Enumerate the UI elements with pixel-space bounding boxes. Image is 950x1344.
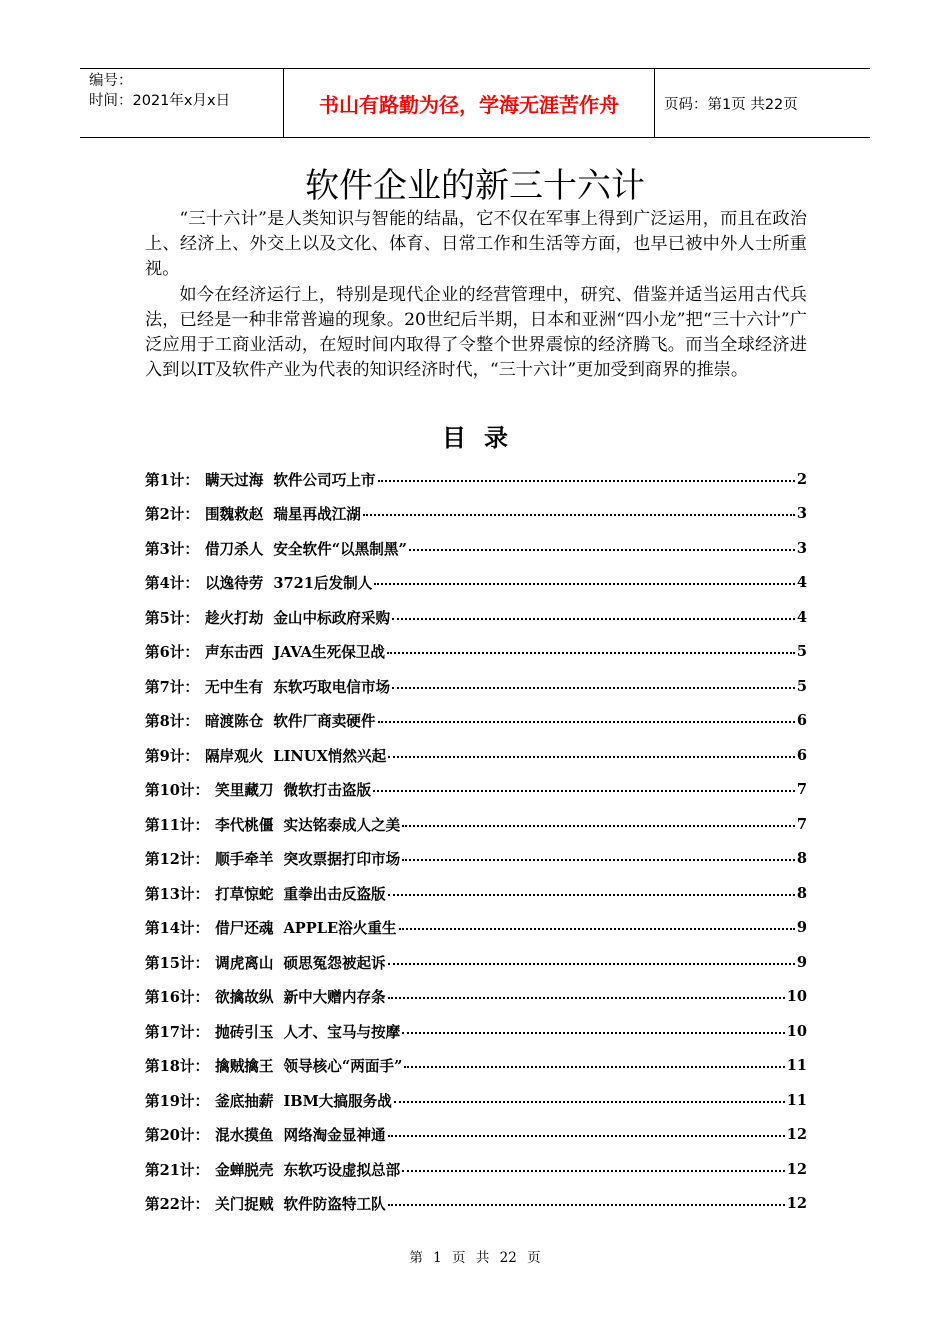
toc-entry[interactable] [145,773,807,808]
toc-entry-subtitle: JAVA生死保卫战 [273,644,385,662]
toc-entry-number: 第5计： [145,609,199,627]
toc-entry-page: 8 [796,884,807,902]
toc-leader-dots [392,686,795,689]
toc-entry-subtitle: 新中大赠内存条 [283,989,386,1007]
toc-entry-stratagem: 关门捉贼 [215,1196,274,1214]
toc-entry-subtitle: APPLE浴火重生 [283,920,397,938]
toc-entry[interactable] [145,1152,807,1187]
toc-entry-stratagem: 暗渡陈仓 [204,713,264,731]
toc-entry-page: 6 [796,746,807,764]
toc-entry-subtitle: 硕思冤怨被起诉 [283,954,386,972]
toc-entry-page: 9 [796,919,807,937]
toc-entry-subtitle: 软件厂商卖硬件 [273,713,376,731]
header-motto: 书山有路勤为径，学海无涯苦作舟 [283,69,655,137]
toc-entry-subtitle: 人才、宝马与按摩 [283,1023,401,1041]
document-title: 软件企业的新三十六计 [305,166,645,206]
toc-entry-page: 5 [796,643,807,661]
toc-entry[interactable] [145,1083,807,1118]
toc-entry-subtitle: 安全软件“以黑制黑” [273,540,407,558]
toc-entry[interactable] [145,1118,807,1153]
toc-leader-dots [388,996,785,999]
toc-entry[interactable] [145,1014,807,1049]
toc-entry-stratagem: 笑里藏刀 [215,782,274,800]
toc-entry-page: 3 [796,539,807,557]
toc-entry-subtitle: 微软打击盗版 [283,782,372,800]
toc-entry[interactable] [145,911,807,946]
toc-entry-number: 第22计： [145,1196,210,1214]
toc-entry-number: 第13计： [145,885,210,903]
toc-entry-page: 9 [796,953,807,971]
toc-entry-number: 第8计： [145,713,199,731]
toc-entry-number: 第11计： [145,816,210,834]
toc-entry-page: 5 [796,677,807,695]
toc-entry-subtitle: 网络淘金显神通 [283,1127,386,1145]
toc-entry-subtitle: 突攻票据打印市场 [283,851,401,869]
toc-entry-page: 12 [786,1195,807,1213]
toc-entry-subtitle: IBM大搞服务战 [283,1092,392,1110]
toc-entry-subtitle: 实达铭泰成人之美 [283,816,401,834]
toc-entry[interactable] [145,945,807,980]
toc-entry-subtitle: 重拳出击反盗版 [283,885,386,903]
toc-entry-number: 第19计： [145,1092,210,1110]
toc-entry-stratagem: 打草惊蛇 [215,885,274,903]
toc-entry-stratagem: 釜底抽薪 [215,1092,274,1110]
intro-paragraph-1: “三十六计”是人类知识与智能的结晶，它不仅在军事上得到广泛运用，而且在政治上、经济上、外交上以及文化、体育、日常工作和生活等方面，也早已被中外人士所重视。 [145,209,807,280]
toc-entry[interactable] [145,462,807,497]
toc-entry[interactable] [145,876,807,911]
toc-entry-number: 第6计： [145,644,199,662]
toc-entry-number: 第12计： [145,851,210,869]
toc-entry[interactable] [145,807,807,842]
toc-leader-dots [388,1203,785,1206]
toc-entry-page: 10 [786,1022,807,1040]
intro-paragraph-2: 如今在经济运行上，特别是现代企业的经营管理中，研究、借鉴并适当运用古代兵法，已经是一种非常普遍的现象。20世纪后半期，日本和亚洲“四小龙”把“三十六计”广泛应用于工商业活动，在短时间内取得了令整个世界震惊的经济腾飞。而当全球经济进入到以IT及软件产业为代表的知识经济时代，“三十六计”更加受到商界的推崇。 [145,284,807,381]
toc-entry[interactable] [145,1187,807,1222]
toc-leader-dots [402,1169,784,1172]
toc-entry-subtitle: LINUX悄然兴起 [273,747,387,765]
toc-leader-dots [378,720,795,723]
toc-leader-dots [388,962,795,965]
toc-entry-stratagem: 李代桃僵 [215,816,274,834]
header-meta [80,69,283,137]
toc-entry-number: 第4计： [145,575,199,593]
toc-entry-stratagem: 借刀杀人 [204,540,264,558]
toc-entry-number: 第16计： [145,989,210,1007]
toc-entry-stratagem: 声东击西 [204,644,264,662]
toc-entry[interactable] [145,497,807,532]
toc-entry-number: 第18计： [145,1058,210,1076]
toc-entry-number: 第21计： [145,1161,210,1179]
toc-entry-number: 第9计： [145,747,199,765]
toc-entry-page: 4 [796,574,807,592]
toc-leader-dots [388,893,795,896]
toc-entry-page: 4 [796,608,807,626]
toc-entry-page: 3 [796,505,807,523]
page-footer: 第 1 页 共 22 页 [409,1250,541,1266]
toc-leader-dots [374,582,795,585]
toc-entry-stratagem: 欲擒故纵 [215,989,274,1007]
toc-entry-page: 12 [786,1126,807,1144]
toc-leader-dots [404,1065,784,1068]
toc-entry-subtitle: 东软巧设虚拟总部 [283,1161,401,1179]
toc-entry-number: 第3计： [145,540,199,558]
toc-entry-stratagem: 顺手牵羊 [215,851,274,869]
toc-leader-dots [387,651,795,654]
intro-section [145,207,807,383]
toc-leader-dots [388,755,795,758]
toc-entry-stratagem: 隔岸观火 [204,747,264,765]
toc-entry-stratagem: 调虎离山 [215,954,274,972]
toc-entry-page: 7 [796,781,807,799]
toc-leader-dots [392,617,795,620]
document-number-label: 编号： [89,73,133,89]
toc-entry-subtitle: 3721后发制人 [273,575,373,593]
toc-entry-subtitle: 东软巧取电信市场 [273,678,391,696]
toc-leader-dots [378,479,795,482]
toc-entry-subtitle: 领导核心“两面手” [283,1058,403,1076]
toc-entry[interactable] [145,1049,807,1084]
toc-entry-stratagem: 金蝉脱壳 [215,1161,274,1179]
toc-entry[interactable] [145,635,807,670]
toc-leader-dots [402,824,795,827]
toc-entry-stratagem: 混水摸鱼 [215,1127,274,1145]
toc-entry-page: 10 [786,988,807,1006]
document-date: 时间：2021年x月x日 [89,93,231,109]
toc-entry-number: 第17计： [145,1023,210,1041]
toc-entry[interactable] [145,738,807,773]
toc-leader-dots [409,548,795,551]
toc-entry[interactable] [145,669,807,704]
toc-leader-dots [388,1134,785,1137]
toc-entry-page: 6 [796,712,807,730]
toc-entry-subtitle: 瑞星再战江湖 [273,506,361,524]
toc-entry[interactable] [145,704,807,739]
toc-heading: 目录 [442,424,526,452]
toc-entry-stratagem: 以逸待劳 [204,575,264,593]
toc-entry-stratagem: 无中生有 [204,678,264,696]
toc-entry-page: 11 [786,1091,807,1109]
toc-entry-stratagem: 抛砖引玉 [215,1023,274,1041]
header-page-info: 页码：第1页 共22页 [664,96,798,113]
toc-entry-number: 第20计： [145,1127,210,1145]
toc-entry-subtitle: 金山中标政府采购 [273,609,391,627]
toc-entry-page: 8 [796,850,807,868]
toc-leader-dots [399,927,795,930]
toc-entry-stratagem: 擒贼擒王 [215,1058,274,1076]
toc-entry-stratagem: 借尸还魂 [215,920,274,938]
toc-leader-dots [373,789,795,792]
toc-entry[interactable] [145,600,807,635]
toc-entry-page: 11 [786,1057,807,1075]
toc-leader-dots [402,858,795,861]
page-header [80,68,870,138]
toc-entry-page: 12 [786,1160,807,1178]
toc-leader-dots [402,1031,784,1034]
toc-entry-subtitle: 软件防盗特工队 [283,1196,386,1214]
toc-entry-number: 第1计： [145,471,199,489]
toc-entry-number: 第10计： [145,782,210,800]
toc-entry-number: 第2计： [145,506,199,524]
toc-entry[interactable] [145,980,807,1015]
toc-entry-number: 第7计： [145,678,199,696]
toc-entry[interactable] [145,566,807,601]
toc-leader-dots [363,513,795,516]
toc-entry[interactable] [145,531,807,566]
toc-entry[interactable] [145,842,807,877]
toc-entry-stratagem: 围魏救赵 [204,506,264,524]
toc-leader-dots [394,1100,785,1103]
toc-entry-number: 第15计： [145,954,210,972]
table-of-contents [145,462,807,1221]
toc-entry-page: 2 [796,470,807,488]
toc-entry-stratagem: 趁火打劫 [204,609,264,627]
toc-entry-page: 7 [796,815,807,833]
toc-entry-subtitle: 软件公司巧上市 [273,471,376,489]
toc-entry-stratagem: 瞒天过海 [204,471,264,489]
toc-entry-number: 第14计： [145,920,210,938]
